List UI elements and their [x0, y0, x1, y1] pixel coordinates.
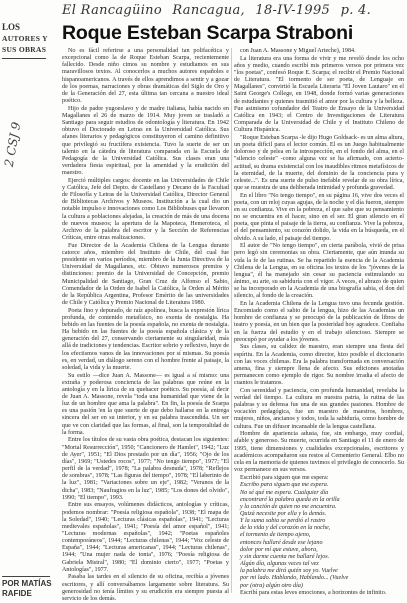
paragraph: Pasaba las tardes en el silencio de su oficina, recibía a jóvenes escritores, y allí conversábamos largamente sobre literatura. Su generosidad no tenía límites y su erudición era siempre puesta al servicio de los demás. [62, 574, 229, 602]
paragraph: Hijo de padre yugoeslavo y de madre italiana, había nacido en Magallanes el 26 de marzo de 1914. Muy joven se trasladó a Santiago para seguir estudios de odontología y literatura. En 1942 obtuvo el Doctorado en Letras en la Universidad Católica. Sus afanes literarios y pedagógicos constituyeron el camino definitivo que privilegió su fructífera existencia. Tuvo la suerte de ser un talento en la cátedra de literatura comparada en la Escuela de Pedagogía de la Universidad Católica. Sus clases eran una verdadera fiesta espiritual, por la amenidad y la erudición del maestro. [62, 105, 229, 177]
handwritten-source-note [62, 0, 407, 24]
section-divider [2, 58, 46, 59]
closing-paragraph: Escribí para estas leves emociones, a horizontes de infinito. [240, 589, 387, 596]
paragraph: "Roque Esteban Scarpa -le dijo Hugo Goldsack- es un alma altura, un poeta difícil para el lector común. El es un Juego habitualmente doloroso y de pelea en la introspección, en el fondo del alma, en el "silencio celeste" -como alguna vez se ha afirmado, con acierto- actitud, su drama existencial con los inaudibles ritmos metafísicos de la eternidad, de la muerte, del dominio de la conciencia pura y celeste...". Es una suerte de pulso inefable revelar de su obra lírica, que se muestra de una deliberada intimidad y profunda gravedad. [234, 134, 404, 191]
handwritten-city: Rancagua, [172, 3, 245, 18]
article-column-1 [62, 48, 229, 602]
paragraph: Hombre de apariencia adusta, fue, sin embargo, muy cordial, afable y generoso. Su muerte, ocurrida en Santiago el 11 de enero de 1995, tiene dimensiones y cualidades excepcionales, escritores y académicos acompañaron sus restos al Cementerio General. Elbo no cela en la memoria de quienes tuvimos el privilegio de conocerlo. Su voz permanece en sus versos. [234, 431, 404, 474]
poem-line: Quizá necesite por ella y lo demás. [240, 511, 327, 517]
poem-line: el tormento de tiempo ajeno, [240, 532, 311, 539]
poem-line: por (otra) algún otro día) [240, 582, 303, 589]
column-divider [231, 48, 232, 593]
paragraph: No es fácil referirse a una personalidad tan polifacética y excepcional como la de Roque Esteban Scarpa, recientemente fallecido. Desde niño cimos su nombre y estudiamos en sus maravillosos textos. Al conocerlos a muchos autores españoles e hispanoamericanos. A través de ellos aprendimos a sentir y a gozar de los poemas, narraciones y obras dramáticas del Siglo de Oro y de la Generación del 27, esta última tan cercana a nuestro ideal poético. [62, 48, 229, 105]
poem-line: No sé qué me espera. Cualquier día [240, 489, 329, 496]
byline-divider [2, 576, 50, 577]
poem-line: dolor por mí que estuve, ahora, [240, 546, 318, 553]
paragraph: Ejerció múltiples cargos: docente en las Universidades de Chile y Católica, Jefe del Depto. de Castellano y Decano de la Facultad de Filosofía y Letras de la Universidad Católica, Director General de Bibliotecas Archivos y Museos. Institución a la cual dio un notable impulso e innovaciones como Los Bibliobuses que llevaron la cultura a poblaciones alejadas, la creación de más de una docena de nuevos museos; la apertura de la Mapoteca, Hemeroteca, el Archivo de la palabra del escritor y la Sección de Referencias Críticas, entre otras realizaciones. [62, 177, 229, 242]
poem-line: de la vida y del corazón en la noche, [240, 525, 331, 532]
poem-line: entonces hallaré desde ese lejano [240, 539, 323, 546]
poem-line: la palabra me dirá quién soy yo. Vuelve [240, 568, 338, 575]
poem-line: y la canción de quien no me encuentra. [240, 503, 337, 510]
poem-line: Escribo para siguen que me espera. [240, 482, 329, 489]
paragraph: El autor de "No tengo tiempo", en cierta parábola, vivió de prisa pero legó sin ceremonias su obra. Ciertamente, que aún inunda su vida la fe de las rutinas. Se ha repartido la esencia de la Academia Chilena de la Lengua, en su oficina los textos de los "jóvenes de la lengua", él ha manejado sin cesar su paciencia estimulando su ánimo, su arte, su sabiduría con el vigor. A veces, el abrazo de quien se ha incorporado en la Academia de una biografía sabia, el don del silencio, al fondo de la creación. [234, 243, 404, 300]
poem-line: por mi lado. Hablando, Hablando... (Vuelve [240, 575, 349, 582]
paragraph: Poeta fino y depurado, de raíz apolínea, busca la expresión lírica profunda, de contenido metafísico, no exenta de nostalgia. Ha bebido en las fuentes de la poesía española, no exenta de nostalgia. Ha bebido en las fuentes de la poesía española clásica y de la generación del 27, conservando ciertamente su singularidad, más allá de tradiciones y tendencias. Escritor sobrio y reflexivo, huye de los efectismos vanos de las innovaciones por sí mismas. Su poesía es, en verdad, un diálogo sereno con el hombre frente al paisaje, la soledad, la vida y la muerte. [62, 307, 229, 371]
article-column-2 [234, 48, 404, 596]
paragraph: Con serenidad y paciencia, con profunda humanidad, revelaba la verdad del tiempo. La cultura en nuestra patria, la rutina de las palabras y su defensa fue una de sus grandes pasiones. Hombre de vocación pedagógica, fue un maestro de maestros, hombres, mujeres, niños, ancianos y todos, toda la sabiduría, como hombre de cultura. Fue un difusor incansable de la lengua castellana. [234, 387, 404, 430]
byline-author: RAFIDE [2, 589, 32, 598]
paragraph: La literatura era una forma de vivir y me reveló desde los ocho años y medio, cuando escribí mis primeros versos por primera vez "los poetas", confesó Roque E. Scarpa; el recibir el Premio Nacional de Literatura. "El tormento de ser poeta, de Lenguaje en Magallanes", convirtió la Escuela Literaria "El Joven Lautaro" en el Saint George's College, en 1948, donde formó varias generaciones de estudiantes y quienes trasmitió el amor por la cultura y la belleza. Fue asimismo cofundador del Teatro de Ensayo de la Universidad Católica en 1943; el Centro de Investigaciones de Literatura Comparada de la Universidad de Chile y el Instituto Chileno de Cultura Hispánica. [234, 55, 404, 134]
paragraph: Entre sus ensayos, volúmenes didácticos, antologías y críticas, podemos nombrar: "Poesía religiosa española", 1938; "El mapa de la Soledad", 1940; "Lecturas clásicas españolas", 1941; "Lecturas medievales españolas", 1941; "Poesía del amor español", 1941; "Lecturas modernas españolas", 1942; "Poetas españoles contemporáneos", 1944; "Lecturas chilenas", 1944; "Voz celeste de España", 1944; "Lecturas americanas", 1944; "Lecturas chilenas", 1944; "Una mujer nada de tonta", 1976; "Poesía religiosa de Gabriela Mistral", 1980; "El dominio cierto", 1977; "Poetas y Antologías", 1977. [62, 502, 229, 573]
paragraph: En la Academia Chilena de la Lengua tuvo una fecunda gestión. Encomiado como el sabio de la lengua, hizo de las Academias un hombre de confianza y se preocupó de la publicación de libros de teatro y poesía, en un bien que la posteridad hoy agradece. Confiaba en la fuerza del estudio y en el trabajo silencioso. Siempre se preocupó por ayudar a los jóvenes. [234, 300, 404, 343]
handwritten-newspaper: El Rancagüino [62, 3, 162, 18]
section-label [2, 22, 54, 59]
margin-handwritten-note: 2 CSJ 9 [1, 120, 24, 168]
handwritten-page: p. 4. [340, 3, 372, 18]
section-label-line1: LOS [2, 22, 21, 32]
paragraph: con Juan A. Massone y Miguel Arteche), 1984. [240, 48, 356, 54]
poem-line: y sin darme cuenta me hallaré lejos. [240, 553, 330, 560]
paragraph: Fue Director de la Academia Chilena de la Lengua durante catorce años, miembro del Instituto de Chile, del cual fue presidente en varios períodos, miembro de la Junta Directiva de la Universidad de Magallanes, etc. Obtuvo numerosos premios y distinciones: premio de la Universidad de Concepción, premio Municipalidad de Santiago, Gran Cruz de Alfonso el Sabio, Comendador de la Orden de Isabel la Católica, la Orden al Mérito de la República Argentina, Profesor Emérito de las universidades de Chile y Católica y Premio Nacional de Literatura 1980. [62, 242, 229, 306]
poem-excerpt [234, 482, 404, 589]
poem-line: Y la suma sabia se perdió el rastro [240, 518, 326, 525]
paragraph: Escribió para siguen que me espera: [240, 474, 329, 481]
poem-line: encontraré la palabra queda en la orilla [240, 496, 340, 503]
section-label-line2: AUTORES Y SUS OBRAS [2, 34, 48, 54]
handwritten-date: 18-IV-1995 [255, 3, 331, 18]
byline-line1: POR MATÍAS [2, 579, 52, 588]
paragraph: Sus clases, su calidez de maestro, eran siempre una fiesta del espíritu. En la Academia, como director, hizo posible el diccionario con las voces chilenas. Era la palabra transformada en conversación amena, fina y siempre llena de afecto. Sus ediciones anotadas permanecen como ejemplo de rigor. Su nombre irradia el afecto de cuantos le tratamos. [234, 344, 404, 387]
paragraph: Su estilo —dice Juan A. Massone— es igual a sí mismo: una extraña y poderosa conciencia de las palabras que reúne en la antología y en la lírica de su quehacer poético. Su poesía, al decir de Juan A. Massone, revela "toda una humanidad que viene de la luz de un hombre que ama la palabra". En fin, la poesía de Scarpa es una pasión 'en la que suerte de que debo hallarse en la entrega sincera del ser en su interior, y en su palabra trascendida. Un ser que ve con claridad que las formas, al final, son la temporalidad de la forma. [62, 372, 229, 436]
paragraph: En el libro "No tengo tiempo", en su página 16, vive dos veces el poeta, con un reloj cuyas agujas, de la noche y el día fueron, siempre en su confianza. Vive en la pobreza, el que sabe que su pensamiento no se encuentra en el hacer, sino en el ser. El gran silencio en el poeta, que pinta el paisaje de la tierra, su confianza. Vive la pobreza, el del pensamiento, su corazón dolido, la vida en la búsqueda, en el olvido. A su lado, el paisaje del tiempo. [234, 192, 404, 242]
paragraph: Entre los títulos de su vasta obra poética, destacan los siguientes: "Mortal Resurrección", 1950; "Cancionero de Hamlet", 1942; "Luz de Ayer", 1951; "El Dios prestado por un día", 1956; "Ojo de los días", 1969; "Ustedes rocos", 1977; "No tengo tiempo", 1977; "El perfil de la verdad", 1978; "La palabra desnuda", 1978; "Reflejos de sombras", 1978; "Las figuras del tiempo", 1978; "El laberinto de la luz", 1981; "Variaciones sobre un eje", 1982; "Veranos de la dicha", 1983; "Naufragios en la luz", 1985; "Los dones del olvido", 1990; "El tiempo", 1993. [62, 437, 229, 501]
byline [2, 576, 58, 599]
article-title: Roque Esteban Scarpa Straboni [62, 22, 354, 44]
poem-line: Algún día, algunas veces tal vez [240, 561, 319, 568]
